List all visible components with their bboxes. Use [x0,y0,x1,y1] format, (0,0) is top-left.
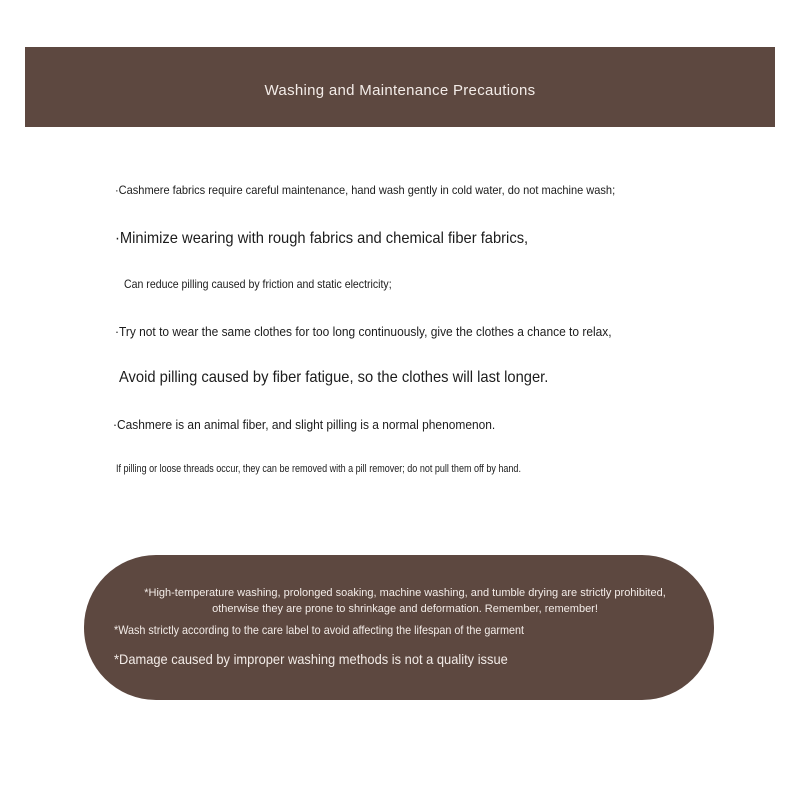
care-instruction-fiber-fatigue: Avoid pilling caused by fiber fatigue, so the clothes will last longer. [119,369,549,386]
care-instruction-animal-fiber: ·Cashmere is an animal fiber, and slight pilling is a normal phenomenon. [113,417,496,432]
header-banner [25,47,775,127]
warning-quality-disclaimer: *Damage caused by improper washing methods is not a quality issue [114,651,508,667]
warning-prohibited-methods: *High-temperature washing, prolonged soaking, machine washing, and tumble drying are strictly prohibited, otherwise they are prone to shrinkage and deformation. Remember, remember! [144,587,666,615]
care-instruction-avoid-rough-fabrics: ·Minimize wearing with rough fabrics and chemical fiber fabrics, [115,230,529,247]
care-instruction-pill-remover: If pilling or loose threads occur, they can be removed with a pill remover; do not pull them off by hand. [116,463,521,475]
care-instruction-hand-wash: ·Cashmere fabrics require careful maintenance, hand wash gently in cold water, do not machine wash; [115,183,616,197]
warning-care-label: *Wash strictly according to the care label to avoid affecting the lifespan of the garment [114,623,525,637]
page-title: Washing and Maintenance Precautions [264,81,536,99]
care-instruction-reduce-pilling: Can reduce pilling caused by friction and static electricity; [124,277,392,291]
care-instruction-rotate-clothes: ·Try not to wear the same clothes for too long continuously, give the clothes a chance to relax, [115,324,612,339]
